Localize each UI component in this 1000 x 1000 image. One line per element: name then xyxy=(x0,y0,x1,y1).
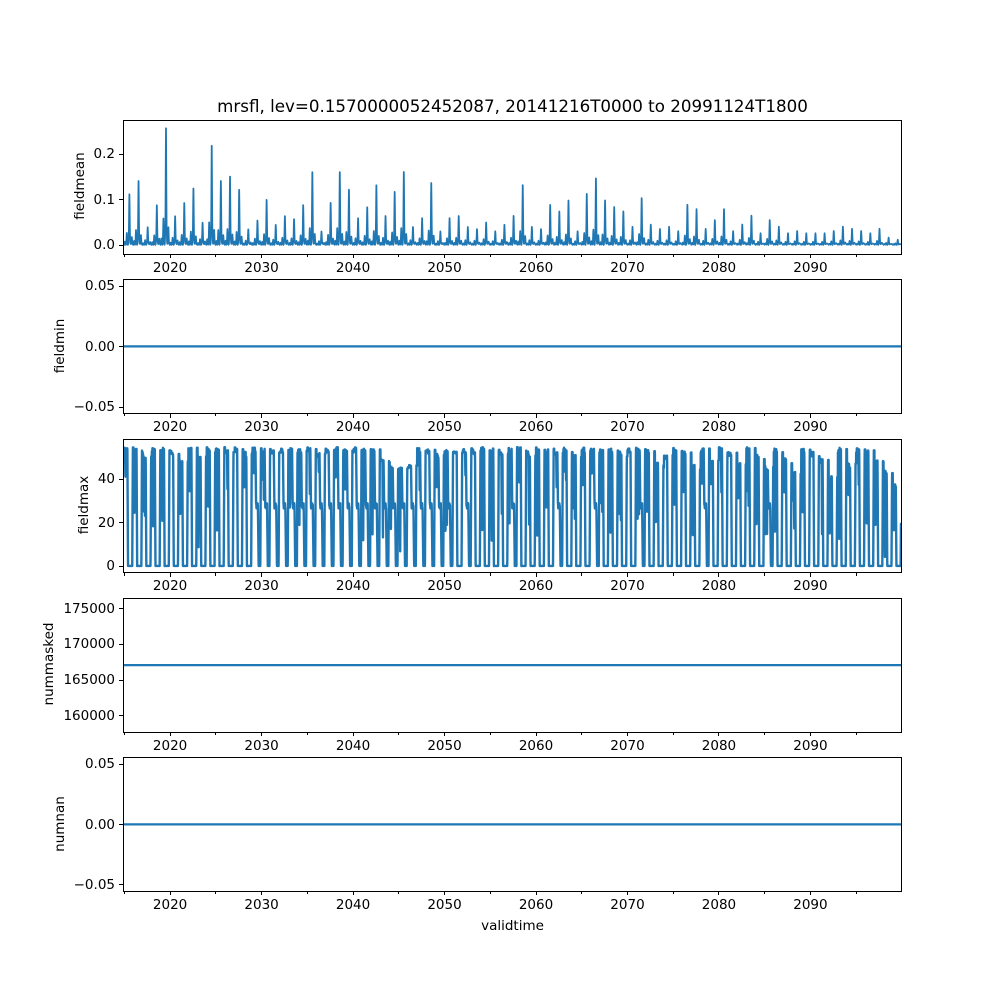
x-tick-label: 2060 xyxy=(518,896,554,913)
x-minor-tick xyxy=(764,733,765,735)
x-minor-tick xyxy=(124,255,125,257)
fieldmax-plot-area xyxy=(124,440,901,573)
fieldmax-ytick xyxy=(119,566,123,567)
fieldmin-plot-area xyxy=(124,280,901,413)
x-major-tick xyxy=(261,573,262,577)
fieldmin-ytick-label: 0.00 xyxy=(84,338,115,355)
nummasked-plot-area xyxy=(124,599,901,732)
x-major-tick xyxy=(261,414,262,418)
x-minor-tick xyxy=(215,892,216,894)
x-minor-tick xyxy=(673,733,674,735)
x-major-tick xyxy=(170,733,171,737)
x-major-tick xyxy=(444,733,445,737)
x-minor-tick xyxy=(856,892,857,894)
x-minor-tick xyxy=(490,892,491,894)
numnan-axis-label: numnan xyxy=(51,795,68,852)
x-major-tick xyxy=(627,733,628,737)
x-tick-label: 2070 xyxy=(610,259,645,276)
fieldmin-ytick xyxy=(119,286,123,287)
x-tick-label: 2050 xyxy=(427,896,462,913)
fieldmax-ytick xyxy=(119,522,123,523)
x-tick-label: 2090 xyxy=(793,737,828,754)
x-major-tick xyxy=(718,255,719,259)
fieldmax-ytick-label: 40 xyxy=(97,471,115,488)
x-major-tick xyxy=(810,733,811,737)
x-minor-tick xyxy=(490,255,491,257)
x-major-tick xyxy=(718,573,719,577)
x-minor-tick xyxy=(856,255,857,257)
x-tick-label: 2040 xyxy=(335,737,371,754)
x-minor-tick xyxy=(398,414,399,416)
x-tick-label: 2020 xyxy=(152,259,188,276)
x-minor-tick xyxy=(398,573,399,575)
x-minor-tick xyxy=(490,414,491,416)
x-minor-tick xyxy=(856,414,857,416)
chart-title: mrsfl, lev=0.1570000052452087, 20141216T0000 to 20991124T1800 xyxy=(217,96,808,116)
x-tick-label: 2060 xyxy=(518,259,554,276)
x-minor-tick xyxy=(490,573,491,575)
x-minor-tick xyxy=(673,414,674,416)
x-minor-tick xyxy=(124,892,125,894)
x-major-tick xyxy=(353,733,354,737)
x-major-tick xyxy=(170,573,171,577)
x-tick-label: 2020 xyxy=(152,419,188,436)
nummasked-ytick-label: 165000 xyxy=(63,672,115,689)
x-major-tick xyxy=(536,414,537,418)
x-major-tick xyxy=(718,892,719,896)
nummasked-ytick-label: 160000 xyxy=(63,707,115,724)
x-tick-label: 2020 xyxy=(152,737,188,754)
panel-fieldmean xyxy=(93,120,902,276)
x-minor-tick xyxy=(581,573,582,575)
fieldmean-ytick-label: 0.2 xyxy=(93,146,115,163)
x-tick-label: 2060 xyxy=(518,578,554,595)
nummasked-ytick xyxy=(119,644,123,645)
x-tick-label: 2030 xyxy=(244,419,279,436)
x-minor-tick xyxy=(673,255,674,257)
x-tick-label: 2090 xyxy=(793,419,828,436)
nummasked-ytick-label: 175000 xyxy=(63,600,115,617)
fieldmax-ytick xyxy=(119,479,123,480)
x-tick-label: 2030 xyxy=(244,737,279,754)
numnan-ytick-label: 0.05 xyxy=(84,756,115,773)
x-major-tick xyxy=(444,255,445,259)
x-major-tick xyxy=(444,573,445,577)
fieldmean-ytick xyxy=(119,154,123,155)
x-minor-tick xyxy=(307,892,308,894)
x-major-tick xyxy=(810,573,811,577)
fieldmin-ytick xyxy=(119,346,123,347)
panel-fieldmax xyxy=(97,439,902,595)
x-minor-tick xyxy=(490,733,491,735)
x-major-tick xyxy=(627,892,628,896)
x-tick-label: 2070 xyxy=(610,896,645,913)
x-tick-label: 2030 xyxy=(244,896,279,913)
nummasked-ytick xyxy=(119,608,123,609)
fieldmax-series-line xyxy=(124,447,901,566)
x-minor-tick xyxy=(856,733,857,735)
x-tick-label: 2030 xyxy=(244,259,279,276)
x-minor-tick xyxy=(307,414,308,416)
numnan-plot-area xyxy=(124,758,901,891)
x-major-tick xyxy=(261,255,262,259)
fieldmax-ytick-label: 20 xyxy=(97,514,115,531)
x-major-tick xyxy=(536,733,537,737)
x-major-tick xyxy=(170,892,171,896)
x-minor-tick xyxy=(856,573,857,575)
x-major-tick xyxy=(170,414,171,418)
x-minor-tick xyxy=(764,255,765,257)
x-major-tick xyxy=(353,255,354,259)
x-major-tick xyxy=(718,414,719,418)
fieldmax-ytick-label: 0 xyxy=(106,558,115,575)
x-major-tick xyxy=(536,573,537,577)
x-minor-tick xyxy=(581,414,582,416)
x-tick-label: 2040 xyxy=(335,896,371,913)
x-tick-label: 2080 xyxy=(701,578,737,595)
fieldmean-plot-area xyxy=(124,121,901,254)
numnan-ytick xyxy=(119,884,123,885)
fieldmin-axis-label: fieldmin xyxy=(51,318,68,373)
x-tick-label: 2070 xyxy=(610,419,645,436)
x-tick-label: 2090 xyxy=(793,896,828,913)
numnan-ytick xyxy=(119,764,123,765)
x-tick-label: 2080 xyxy=(701,896,737,913)
x-major-tick xyxy=(810,892,811,896)
x-major-tick xyxy=(170,255,171,259)
panel-numnan xyxy=(73,756,902,913)
panel-nummasked xyxy=(63,598,902,754)
numnan-ytick-label: −0.05 xyxy=(73,876,115,893)
x-minor-tick xyxy=(398,733,399,735)
x-tick-label: 2080 xyxy=(701,419,737,436)
x-major-tick xyxy=(444,892,445,896)
x-tick-label: 2050 xyxy=(427,737,462,754)
x-tick-label: 2040 xyxy=(335,259,371,276)
x-minor-tick xyxy=(307,573,308,575)
x-major-tick xyxy=(810,255,811,259)
x-minor-tick xyxy=(124,733,125,735)
panel-fieldmin xyxy=(73,278,902,436)
x-major-tick xyxy=(353,573,354,577)
x-minor-tick xyxy=(764,414,765,416)
nummasked-axis-label: nummasked xyxy=(41,622,58,706)
fieldmean-ytick-label: 0.1 xyxy=(93,191,115,208)
x-major-tick xyxy=(353,414,354,418)
x-minor-tick xyxy=(215,414,216,416)
fieldmean-ytick xyxy=(119,199,123,200)
x-major-tick xyxy=(627,414,628,418)
x-major-tick xyxy=(627,573,628,577)
numnan-ytick xyxy=(119,824,123,825)
x-major-tick xyxy=(627,255,628,259)
x-major-tick xyxy=(536,255,537,259)
x-major-tick xyxy=(444,414,445,418)
x-major-tick xyxy=(536,892,537,896)
fieldmin-ytick-label: 0.05 xyxy=(84,278,115,295)
x-tick-label: 2040 xyxy=(335,578,371,595)
x-tick-label: 2080 xyxy=(701,737,737,754)
x-minor-tick xyxy=(764,573,765,575)
x-minor-tick xyxy=(124,414,125,416)
fieldmin-ytick xyxy=(119,407,123,408)
x-tick-label: 2050 xyxy=(427,419,462,436)
x-minor-tick xyxy=(673,573,674,575)
x-minor-tick xyxy=(581,255,582,257)
x-minor-tick xyxy=(581,892,582,894)
x-tick-label: 2020 xyxy=(152,578,188,595)
x-major-tick xyxy=(718,733,719,737)
numnan-ytick-label: 0.00 xyxy=(84,816,115,833)
x-minor-tick xyxy=(307,733,308,735)
x-major-tick xyxy=(810,414,811,418)
x-minor-tick xyxy=(398,892,399,894)
x-tick-label: 2030 xyxy=(244,578,279,595)
nummasked-ytick xyxy=(119,715,123,716)
fieldmean-series-line xyxy=(124,128,901,245)
x-major-tick xyxy=(261,733,262,737)
x-minor-tick xyxy=(215,733,216,735)
x-tick-label: 2090 xyxy=(793,259,828,276)
x-minor-tick xyxy=(215,573,216,575)
x-tick-label: 2060 xyxy=(518,419,554,436)
x-tick-label: 2070 xyxy=(610,737,645,754)
x-tick-label: 2060 xyxy=(518,737,554,754)
x-major-tick xyxy=(261,892,262,896)
x-minor-tick xyxy=(307,255,308,257)
x-axis-label: validtime xyxy=(481,918,544,934)
x-tick-label: 2080 xyxy=(701,259,737,276)
x-tick-label: 2050 xyxy=(427,259,462,276)
nummasked-ytick-label: 170000 xyxy=(63,636,115,653)
x-minor-tick xyxy=(764,892,765,894)
fieldmean-axis-label: fieldmean xyxy=(71,152,88,221)
x-tick-label: 2040 xyxy=(335,419,371,436)
x-tick-label: 2090 xyxy=(793,578,828,595)
nummasked-ytick xyxy=(119,680,123,681)
x-tick-label: 2020 xyxy=(152,896,188,913)
x-tick-label: 2070 xyxy=(610,578,645,595)
fieldmax-axis-label: fieldmax xyxy=(75,475,92,535)
fieldmean-ytick xyxy=(119,245,123,246)
x-minor-tick xyxy=(398,255,399,257)
fieldmin-ytick-label: −0.05 xyxy=(73,399,115,416)
x-minor-tick xyxy=(581,733,582,735)
x-minor-tick xyxy=(673,892,674,894)
fieldmean-ytick-label: 0.0 xyxy=(93,237,115,254)
x-major-tick xyxy=(353,892,354,896)
x-tick-label: 2050 xyxy=(427,578,462,595)
x-minor-tick xyxy=(124,573,125,575)
x-minor-tick xyxy=(215,255,216,257)
